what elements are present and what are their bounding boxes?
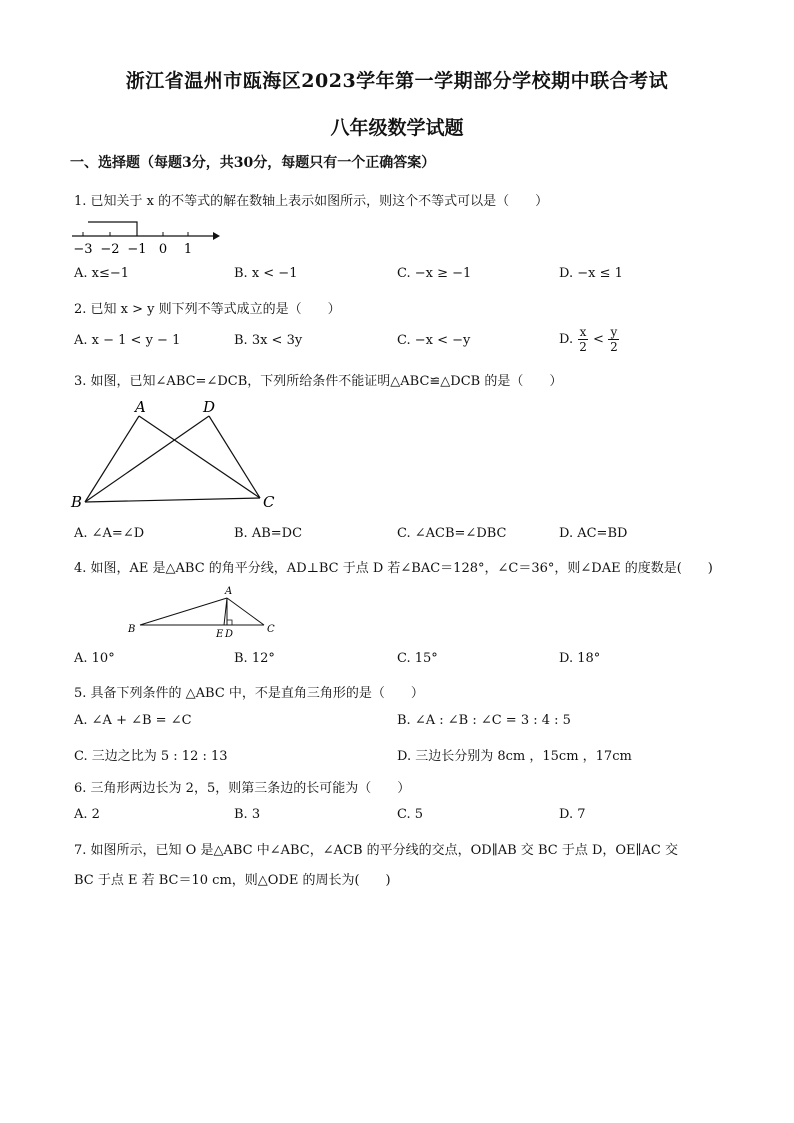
q6-option-c[interactable]: C. 5: [397, 807, 424, 822]
number-line-figure: [70, 218, 220, 258]
segment-bc: [85, 498, 260, 502]
q2-option-c[interactable]: C. −x < −y: [397, 333, 471, 348]
q3-option-c[interactable]: C. ∠ACB=∠DBC: [397, 526, 507, 541]
segment-ba: [140, 598, 227, 625]
less-than-sign: <: [593, 332, 604, 347]
q3-option-d[interactable]: D. AC=BD: [559, 526, 628, 541]
label-c: C: [267, 624, 275, 635]
segment-ac: [139, 416, 260, 498]
label-c: C: [263, 493, 275, 511]
label-b: B: [128, 624, 136, 635]
q1-option-c[interactable]: C. −x ≥ −1: [397, 266, 472, 281]
q1-option-b[interactable]: B. x < −1: [234, 266, 298, 281]
question-3-text: 3. 如图，已知∠ABC=∠DCB，下列所给条件不能证明△ABC≌△DCB 的是（ ）: [74, 374, 563, 389]
segment-bd: [85, 416, 209, 502]
label-e: E: [216, 629, 224, 640]
label-a: A: [135, 398, 146, 416]
label-a: A: [225, 586, 233, 597]
segment-dc: [209, 416, 260, 498]
label-b: B: [71, 493, 83, 511]
question-2-text: 2. 已知 x > y 则下列不等式成立的是（ ）: [74, 302, 341, 317]
question-6-text: 6. 三角形两边长为 2，5，则第三条边的长可能为（ ）: [74, 781, 411, 796]
q4-option-b[interactable]: B. 12°: [234, 651, 275, 666]
q3-option-a[interactable]: A. ∠A=∠D: [74, 526, 145, 541]
q5-option-c[interactable]: C. 三边之比为 5 : 12 : 13: [74, 749, 228, 764]
axis-label: 1: [183, 242, 193, 257]
q2-option-d-prefix: D.: [559, 332, 574, 347]
exam-title: 浙江省温州市瓯海区2023学年第一学期部分学校期中联合考试: [125, 70, 669, 92]
q4-option-d[interactable]: D. 18°: [559, 651, 601, 666]
triangles-figure: [66, 396, 286, 516]
q1-option-a[interactable]: A. x≤−1: [74, 266, 130, 281]
section-heading: 一、选择题（每题3分，共30分，每题只有一个正确答案）: [70, 155, 436, 171]
question-7-text-line1: 7. 如图所示，已知 O 是△ABC 中∠ABC，∠ACB 的平分线的交点，OD∥AB 交 BC 于点 D，OE∥AC 交: [74, 843, 678, 858]
q5-option-a[interactable]: A. ∠A + ∠B = ∠C: [74, 713, 192, 728]
axis-label: −2: [100, 242, 120, 257]
segment-ac: [227, 598, 264, 625]
q2-option-d[interactable]: [559, 325, 620, 354]
axis-label: 0: [158, 242, 168, 257]
fraction-x-over-2: $\frac{x}{2}$: [579, 325, 587, 354]
solution-bracket: [88, 222, 137, 236]
segment-ab: [85, 416, 139, 502]
axis-label: −3: [73, 242, 93, 257]
q6-option-a[interactable]: A. 2: [74, 807, 100, 822]
q6-option-b[interactable]: B. 3: [234, 807, 261, 822]
right-angle-mark: [227, 620, 232, 625]
q6-option-d[interactable]: D. 7: [559, 807, 586, 822]
q4-option-a[interactable]: A. 10°: [74, 651, 115, 666]
q4-option-c[interactable]: C. 15°: [397, 651, 438, 666]
q1-option-d[interactable]: D. −x ≤ 1: [559, 266, 623, 281]
q5-option-b[interactable]: B. ∠A : ∠B : ∠C = 3 : 4 : 5: [397, 713, 571, 728]
question-5-text: 5. 具备下列条件的 △ABC 中，不是直角三角形的是（ ）: [74, 686, 424, 701]
axis-arrow: [213, 232, 220, 240]
axis-label: −1: [127, 242, 147, 257]
q3-option-b[interactable]: B. AB=DC: [234, 526, 303, 541]
question-7-text-line2: BC 于点 E 若 BC＝10 cm，则△ODE 的周长为( ): [74, 873, 391, 888]
q2-option-a[interactable]: A. x − 1 < y − 1: [74, 333, 181, 348]
label-d: D: [203, 398, 216, 416]
label-d: D: [225, 629, 234, 640]
q5-option-d[interactable]: D. 三边长分别为 8cm ，15cm ，17cm: [397, 749, 632, 764]
q2-option-b[interactable]: B. 3x < 3y: [234, 333, 303, 348]
triangle-bisector-figure: [124, 582, 284, 640]
question-1-text: 1. 已知关于 x 的不等式的解在数轴上表示如图所示，则这个不等式可以是（ ）: [74, 194, 549, 209]
fraction-y-over-2: $\frac{y}{2}$: [610, 325, 618, 354]
exam-subtitle: 八年级数学试题: [330, 117, 464, 139]
question-4-text: 4. 如图，AE 是△ABC 的角平分线，AD⊥BC 于点 D 若∠BAC＝128°，∠C＝36°，则∠DAE 的度数是( ): [74, 561, 713, 576]
